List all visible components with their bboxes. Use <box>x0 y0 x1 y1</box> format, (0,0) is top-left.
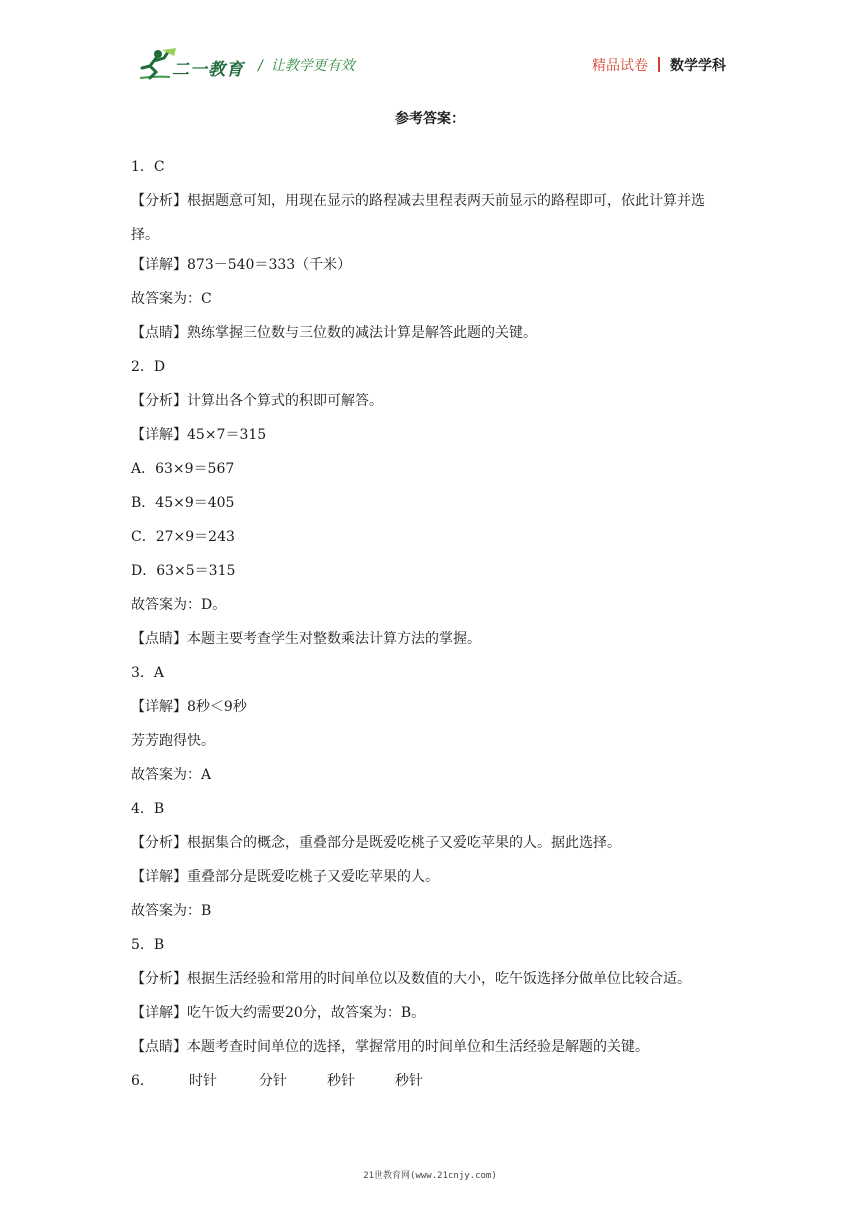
header-right <box>592 55 726 75</box>
answer-5-number: 5．B <box>131 937 165 953</box>
header-divider <box>658 57 660 72</box>
answer-5-detail: 【详解】吃午饭大约需要20分，故答案为：B。 <box>131 1005 426 1021</box>
subject-label: 数学学科 <box>670 58 726 74</box>
answer-3-number: 3．A <box>131 665 165 681</box>
answer-4-conclusion: 故答案为：B <box>131 903 212 919</box>
answers-body <box>131 154 731 1102</box>
answer-2-option-a: A．63×9＝567 <box>131 461 235 477</box>
answer-1-conclusion: 故答案为：C <box>131 291 212 307</box>
quality-label: 精品试卷 <box>592 58 648 74</box>
answer-2-option-c: C．27×9＝243 <box>131 529 235 545</box>
page-title: 参考答案： <box>395 111 465 127</box>
page-header <box>0 0 860 100</box>
answer-4-number: 4．B <box>131 801 165 817</box>
answer-6-blank-4: 秒针 <box>395 1073 423 1089</box>
answer-5-analysis: 【分析】根据生活经验和常用的时间单位以及数值的大小，吃午饭选择分做单位比较合适。 <box>131 971 691 987</box>
slogan-text: 让教学更有效 <box>270 58 355 74</box>
answer-1-analysis: 【分析】根据题意可知，用现在显示的路程减去里程表两天前显示的路程即可，依此计算并选择。 <box>131 193 705 243</box>
answer-2-option-d: D．63×5＝315 <box>131 563 236 579</box>
page-footer: 21世教育网(www.21cnjy.com) <box>363 1171 497 1181</box>
answer-3-line2: 芳芳跑得快。 <box>131 733 215 749</box>
answer-5-comment: 【点睛】本题考查时间单位的选择，掌握常用的时间单位和生活经验是解题的关键。 <box>131 1039 649 1055</box>
answer-2-analysis: 【分析】计算出各个算式的积即可解答。 <box>131 393 383 409</box>
answer-4-detail: 【详解】重叠部分是既爱吃桃子又爱吃苹果的人。 <box>131 869 439 885</box>
answer-1-detail: 【详解】873－540＝333（千米） <box>131 257 352 273</box>
slogan: / 让教学更有效 <box>258 58 355 74</box>
answer-3-detail: 【详解】8秒＜9秒 <box>131 699 247 715</box>
answer-2-conclusion: 故答案为：D。 <box>131 597 227 613</box>
answer-1-number: 1．C <box>131 159 165 175</box>
answer-1-comment: 【点睛】熟练掌握三位数与三位数的减法计算是解答此题的关键。 <box>131 325 537 341</box>
answer-6 <box>131 1068 731 1102</box>
answer-6-blank-3: 秒针 <box>327 1073 355 1089</box>
logo-text: 二一教育 <box>172 60 244 80</box>
answer-2-number: 2．D <box>131 359 166 375</box>
answer-2-comment: 【点睛】本题主要考查学生对整数乘法计算方法的掌握。 <box>131 631 481 647</box>
answer-6-blank-2: 分针 <box>259 1073 287 1089</box>
answer-6-blank-1: 时针 <box>189 1073 217 1089</box>
answer-4-analysis: 【分析】根据集合的概念，重叠部分是既爱吃桃子又爱吃苹果的人。据此选择。 <box>131 835 621 851</box>
answer-2-detail: 【详解】45×7＝315 <box>131 427 267 443</box>
answer-2-option-b: B．45×9＝405 <box>131 495 235 511</box>
answer-6-number: 6． <box>131 1073 154 1089</box>
answer-3-conclusion: 故答案为：A <box>131 767 212 783</box>
